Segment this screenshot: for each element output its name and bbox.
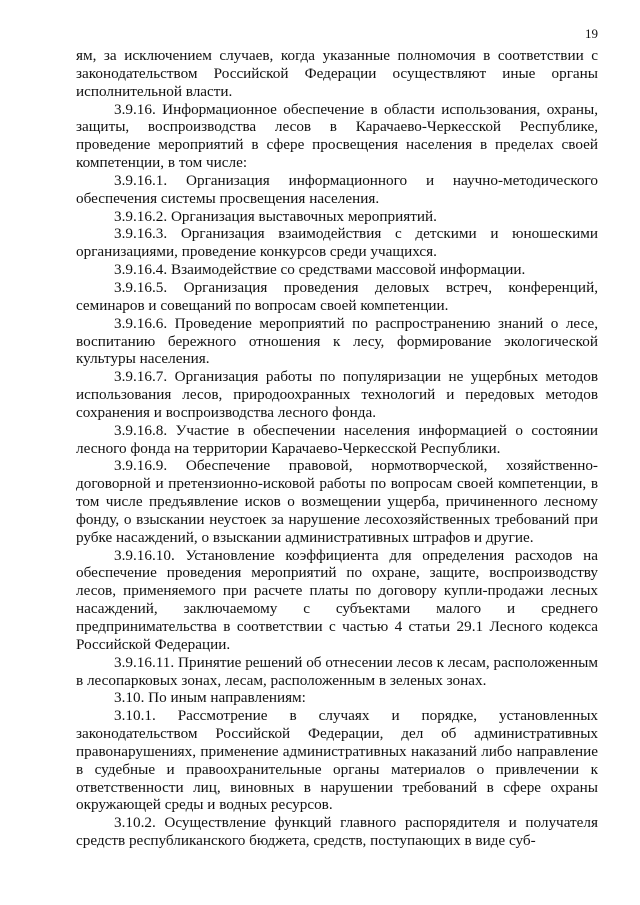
paragraph-3-9-16-6: 3.9.16.6. Проведение мероприятий по распространению знаний о лесе, воспитанию бережного отношения к лесу, формирование экологической культуры населения. — [76, 314, 598, 368]
paragraph-3-9-16: 3.9.16. Информационное обеспечение в области использования, охраны, защиты, воспроизводства лесов в Карачаево-Черкесской Республике, проведение мероприятий в сфере просвещения населения в пределах своей компетенции, в том числе: — [76, 100, 598, 172]
paragraph-3-9-16-8: 3.9.16.8. Участие в обеспечении населения информацией о состоянии лесного фонда на территории Карачаево-Черкесской Республики. — [76, 421, 598, 457]
page-number: 19 — [585, 26, 598, 41]
paragraph-3-9-16-2: 3.9.16.2. Организация выставочных мероприятий. — [114, 207, 437, 225]
paragraph-3-9-16-5: 3.9.16.5. Организация проведения деловых встреч, конференций, семинаров и совещаний по вопросам своей компетенции. — [76, 278, 598, 314]
paragraph-3-9-16-11: 3.9.16.11. Принятие решений об отнесении лесов к лесам, расположенным в лесопарковых зонах, лесам, расположенным в зеленых зонах. — [76, 653, 598, 689]
document-body — [76, 47, 598, 850]
paragraph-continuation: ям, за исключением случаев, когда указанные полномочия в соответствии с законодательством Российской Федерации осуществляют иные органы исполнительной власти. — [76, 47, 598, 100]
paragraph-3-10-2: 3.10.2. Осуществление функций главного распорядителя и получателя средств республиканского бюджета, средств, поступающих в виде суб- — [76, 814, 598, 850]
paragraph-3-9-16-4: 3.9.16.4. Взаимодействие со средствами массовой информации. — [114, 261, 526, 279]
paragraph-3-9-16-3: 3.9.16.3. Организация взаимодействия с детскими и юношескими организациями, проведение конкурсов среди учащихся. — [76, 225, 598, 261]
paragraph-3-10-1: 3.10.1. Рассмотрение в случаях и порядке, установленных законодательством Российской Федерации, дел об административных правонарушениях, применение административных наказаний либо направление в судебные и правоохранительные органы материалов о привлечении к ответственности лиц, виновных в нарушении требований в сфере охраны окружающей среды и водных ресурсов. — [76, 707, 598, 814]
paragraph-3-9-16-7: 3.9.16.7. Организация работы по популяризации не ущербных методов использования лесов, природоохранных технологий и передовых методов сохранения и воспроизводства лесного фонда. — [76, 368, 598, 421]
paragraph-3-10: 3.10. По иным направлениям: — [114, 689, 306, 707]
paragraph-3-9-16-1: 3.9.16.1. Организация информационного и научно-методического обеспечения системы просвещения населения. — [76, 171, 598, 207]
paragraph-3-9-16-9: 3.9.16.9. Обеспечение правовой, нормотворческой, хозяйственно-договорной и претензионно-исковой работы по вопросам своей компетенции, в том числе предъявление исков о возмещении ущерба, причиненного лесному фонду, о взыскании неустоек за нарушение лесохозяйственных требований при рубке насаждений, о взыскании административных штрафов и другие. — [76, 457, 598, 546]
paragraph-3-9-16-10: 3.9.16.10. Установление коэффициента для определения расходов на обеспечение проведения мероприятий по охране, защите, воспроизводству лесов, применяемого при расчете платы по договору купли-продажи лесных насаждений, заключаемому с субъектами малого и среднего предпринимательства в соответствии с частью 4 статьи 29.1 Лесного кодекса Российской Федерации. — [76, 546, 598, 653]
